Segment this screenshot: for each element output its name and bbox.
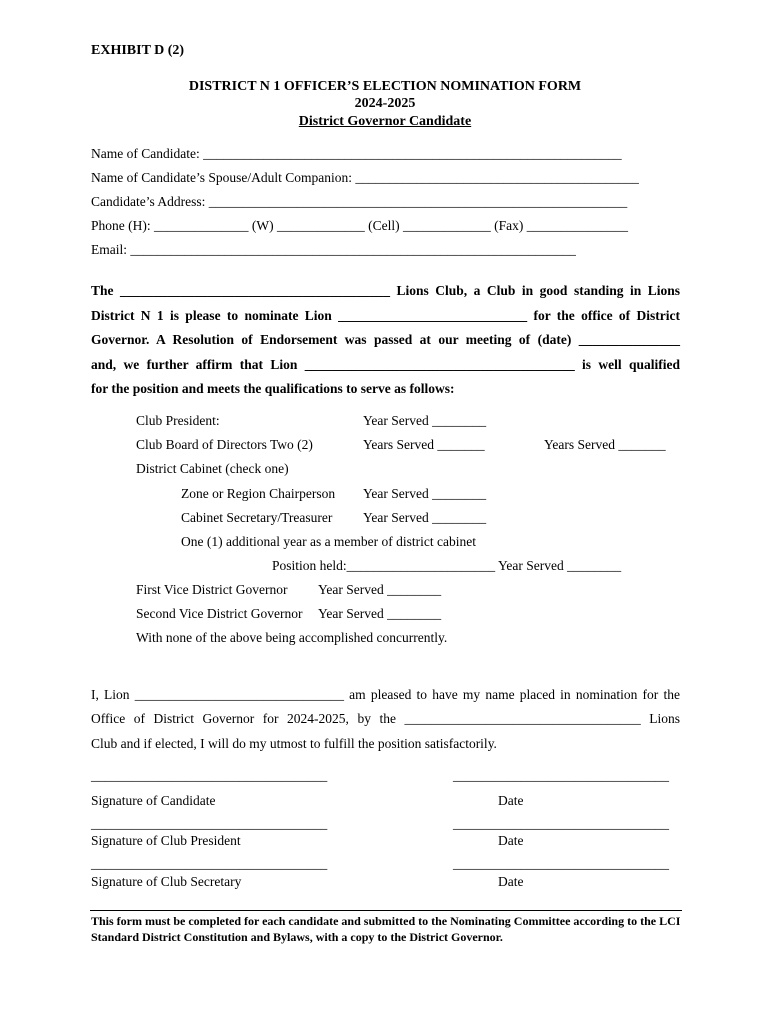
concurrent-note: With none of the above being accomplished concurrently. — [136, 630, 448, 645]
cabinet-label: District Cabinet (check one) — [136, 461, 289, 476]
exhibit-label: EXHIBIT D (2) — [91, 43, 185, 58]
candidate-signature-label: Signature of Candidate — [91, 793, 216, 808]
board-years-1[interactable]: Years Served _______ — [363, 437, 485, 452]
candidate-name-field[interactable]: Name of Candidate: ______________________________________________________________ — [91, 146, 622, 161]
cabinet-secretary-year[interactable]: Year Served ________ — [363, 510, 487, 525]
first-vdg-label: First Vice District Governor — [136, 582, 288, 597]
board-label: Club Board of Directors Two (2) — [136, 437, 313, 452]
second-vdg-year[interactable]: Year Served ________ — [318, 606, 442, 621]
footer-divider — [90, 910, 682, 911]
club-president-year[interactable]: Year Served ________ — [363, 413, 487, 428]
first-vdg-year[interactable]: Year Served ________ — [318, 582, 442, 597]
form-year: 2024-2025 — [354, 96, 416, 111]
form-title: DISTRICT N 1 OFFICER’S ELECTION NOMINATION FORM — [188, 79, 582, 94]
pledge-line-2[interactable]: Office of District Governor for 2024-2025, by the ___________________________________ Lions — [91, 711, 680, 726]
president-signature-label: Signature of Club President — [91, 833, 241, 848]
address-field[interactable]: Candidate’s Address: ______________________________________________________________ — [91, 194, 628, 209]
board-years-2[interactable]: Years Served _______ — [544, 437, 666, 452]
phone-fields[interactable]: Phone (H): ______________ (W) _____________ (Cell) _____________ (Fax) _______________ — [91, 218, 628, 233]
pledge-line-3: Club and if elected, I will do my utmost to fulfill the position satisfactorily. — [91, 736, 497, 751]
email-field[interactable]: Email: __________________________________________________________________ — [91, 242, 576, 257]
resolution-line-2[interactable]: District N 1 is please to nominate Lion ____________________________ for the office of District — [91, 308, 680, 323]
resolution-line-3[interactable]: Governor. A Resolution of Endorsement was passed at our meeting of (date) _______________ — [91, 332, 680, 347]
zone-chair-label: Zone or Region Chairperson — [181, 486, 336, 501]
position-held-field[interactable]: Position held:______________________ Year Served ________ — [272, 558, 622, 573]
resolution-line-1[interactable]: The ________________________________________ Lions Club, a Club in good standing in Lions — [91, 283, 680, 298]
pledge-line-1[interactable]: I, Lion _______________________________ am pleased to have my name placed in nomination for the — [91, 687, 680, 702]
resolution-line-4[interactable]: and, we further affirm that Lion ________________________________________ is well qualified — [91, 357, 680, 372]
president-date-line[interactable]: ________________________________ — [453, 816, 669, 831]
candidate-date-label: Date — [498, 793, 524, 808]
secretary-date-label: Date — [498, 874, 524, 889]
footer-note: This form must be completed for each candidate and submitted to the Nominating Committee according to the LCI Standard District Constitution and Bylaws, with a copy to the District Governor. — [91, 914, 681, 944]
additional-year-label: One (1) additional year as a member of district cabinet — [181, 534, 477, 549]
president-signature-line[interactable]: ___________________________________ — [91, 816, 328, 831]
secretary-signature-label: Signature of Club Secretary — [91, 874, 242, 889]
secretary-date-line[interactable]: ________________________________ — [453, 856, 669, 871]
spouse-name-field[interactable]: Name of Candidate’s Spouse/Adult Companion: __________________________________________ — [91, 170, 639, 185]
zone-chair-year[interactable]: Year Served ________ — [363, 486, 487, 501]
secretary-signature-line[interactable]: ___________________________________ — [91, 856, 328, 871]
second-vdg-label: Second Vice District Governor — [136, 606, 303, 621]
cabinet-secretary-label: Cabinet Secretary/Treasurer — [181, 510, 333, 525]
president-date-label: Date — [498, 833, 524, 848]
form-subtitle: District Governor Candidate — [298, 114, 472, 129]
candidate-signature-line[interactable]: ___________________________________ — [91, 768, 328, 783]
club-president-label: Club President: — [136, 413, 220, 428]
resolution-line-5: for the position and meets the qualifications to serve as follows: — [91, 381, 455, 396]
candidate-date-line[interactable]: ________________________________ — [453, 768, 669, 783]
